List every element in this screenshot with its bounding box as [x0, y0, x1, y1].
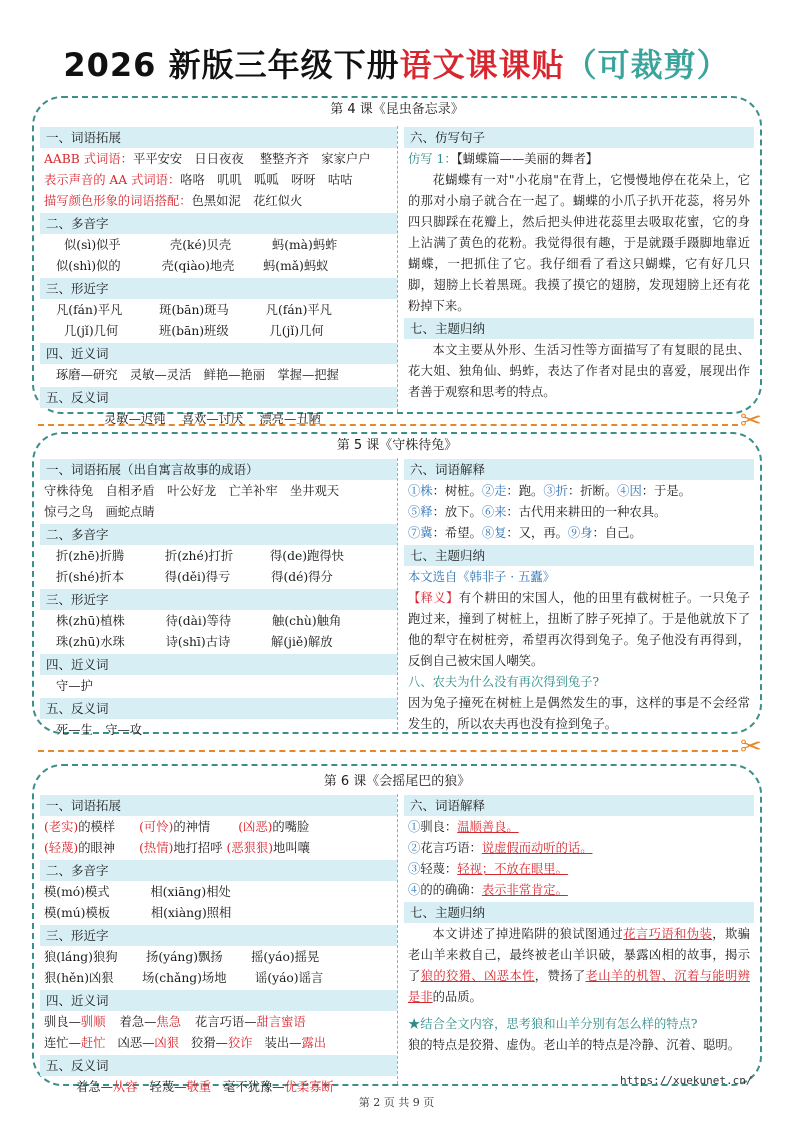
lesson-4-heading: 第 4 课《昆虫备忘录》: [330, 102, 464, 117]
synonym-row: 守—护: [56, 679, 93, 693]
answer-text: 狼的特点是狡猾、虚伪。老山羊的特点是冷静、沉着、聪明。: [408, 1038, 741, 1052]
section-heading: 七、主题归纳: [404, 902, 754, 923]
section-heading: 五、反义词: [40, 387, 397, 408]
aabb-words: AABB 式词语：平平安安 日日夜夜 整整齐齐 家家户户: [44, 152, 371, 166]
section-heading: 一、词语拓展: [40, 795, 397, 816]
similar-char-row: 狠(hěn)凶狠 场(chǎng)场地 谣(yáo)谣言: [44, 971, 324, 985]
similar-char-row: 狼(láng)狼狗 扬(yáng)飘扬 摇(yáo)摇晃: [44, 950, 320, 964]
section-heading: 六、仿写句子: [404, 127, 754, 148]
page-number: 第 2 页 共 9 页: [358, 1096, 435, 1109]
lesson-6-card: [32, 764, 762, 1094]
polyphone-row: 模(mú)模板 相(xiàng)照相: [44, 906, 232, 920]
idiom-row: 惊弓之鸟 画蛇点睛: [44, 505, 155, 519]
scissors-icon: ✂: [740, 732, 762, 762]
section-heading: 四、近义词: [40, 990, 397, 1011]
cut-line: [38, 750, 738, 752]
color-words: 描写颜色形象的词语搭配：色黑如泥 花红似火: [44, 194, 303, 208]
similar-char-row: 株(zhū)植株 待(dài)等待 触(chù)触角: [56, 614, 342, 628]
section-heading: 二、多音字: [40, 524, 397, 545]
antonym-row: 灵敏—迟钝 喜欢—讨厌 漂亮—丑陋: [104, 412, 321, 426]
polyphone-row: 折(shé)折本 得(děi)得亏 得(dé)得分: [56, 570, 333, 584]
lesson-6-right: [404, 794, 754, 1056]
theme-text: 本文主要从外形、生活习性等方面描写了有复眼的昆虫、花大姐、独角仙、蚂蚱，表达了作者对昆虫的喜爱，展现出作者善于观察和思考的特点。: [408, 343, 750, 399]
text-source: 本文选自《韩非子 · 五蠹》: [408, 570, 555, 584]
synonym-row: 连忙—赶忙 凶恶—凶狠 狡猾—狡诈 装出—露出: [44, 1036, 327, 1050]
similar-char-row: 珠(zhū)水珠 诗(shī)古诗 解(jiě)解放: [56, 635, 333, 649]
section-heading: 二、多音字: [40, 213, 397, 234]
explanation-row: ②花言巧语：说虚假而动听的话。: [408, 841, 593, 855]
polyphone-row: 折(zhē)折腾 折(zhé)打折 得(de)跑得快: [56, 549, 344, 563]
lesson-5-card: [32, 432, 762, 737]
section-heading: 一、词语拓展: [40, 127, 397, 148]
lesson-5-right: [404, 458, 754, 735]
antonym-row: 着急—从容 轻蔑—敬重 毫不犹豫—优柔寡断: [76, 1080, 334, 1094]
section-heading: 六、词语解释: [404, 459, 754, 480]
imitation-title: 仿写 1：【蝴蝶篇——美丽的舞者】: [408, 152, 599, 166]
imitation-text: 花蝴蝶有一对"小花扇"在背上，它慢慢地停在花朵上，它的那对小扇子就合在一起了。蝴蝶的小爪子扒开花蕊，将另外四只脚踩在花瓣上，然后把头伸进花蕊里去吸取花蜜，它的身上沾满了黄色的花粉。我觉得很有趣，于是就蹑手蹑脚地靠近蝴蝶，一把抓住了它。我仔细看了看这只蝴蝶，它有好几只脚，翅膀上长着黑斑。我摸了摸它的翅膀，发现翅膀上还有花粉掉下来。: [408, 173, 750, 313]
page-title: 2026 新版三年级下册语文课课贴（可裁剪）: [63, 46, 730, 84]
similar-char-row: 凡(fán)平凡 斑(bān)斑马 凡(fán)平凡: [56, 303, 332, 317]
lesson-6-left: [40, 794, 398, 1094]
section-heading: 三、形近字: [40, 589, 397, 610]
aa-words: 表示声音的 AA 式词语：咯咯 叽叽 呱呱 呀呀 咕咕: [44, 173, 353, 187]
lesson-6-heading: 第 6 课《会摇尾巴的狼》: [323, 774, 471, 789]
explanation-row: ①株：树桩。②走：跑。③折：折断。④因：于是。: [408, 484, 691, 498]
antonym-row: 死—生 守—攻: [56, 723, 143, 737]
theme-text: 本文讲述了掉进陷阱的狼试图通过花言巧语和伪装，欺骗老山羊来救自己，最终被老山羊识破，暴露凶相的故事，揭示了狼的狡猾、凶恶本性，赞扬了老山羊的机智、沉着与能明辨是非的品质。: [408, 927, 750, 1004]
polyphone-row: 模(mó)模式 相(xiāng)相处: [44, 885, 231, 899]
scissors-icon: ✂: [740, 406, 762, 436]
section-heading: 五、反义词: [40, 698, 397, 719]
explanation-row: ⑤释：放下。⑥来：古代用来耕田的一种农具。: [408, 505, 667, 519]
similar-char-row: 几(jǐ)几何 班(bān)班级 几(jǐ)几何: [64, 324, 324, 338]
lesson-4-left: [40, 126, 398, 426]
section-heading: 五、反义词: [40, 1055, 397, 1076]
section-heading: 七、主题归纳: [404, 318, 754, 339]
section-heading: 四、近义词: [40, 654, 397, 675]
question-heading: ★结合全文内容，思考狼和山羊分别有怎么样的特点?: [408, 1017, 698, 1031]
watermark-url: https://xuekunet.cn/: [620, 1074, 753, 1087]
lesson-4-card: [32, 96, 762, 426]
section-heading: 一、词语拓展（出自寓言故事的成语）: [40, 459, 397, 480]
synonym-row: 驯良—驯顺 着急—焦急 花言巧语—甜言蜜语: [44, 1015, 306, 1029]
phrase-row: (老实)的模样 (可怜)的神情 (凶恶)的嘴脸: [44, 820, 310, 834]
synonym-row: 琢磨—研究 灵敏—灵活 鲜艳—艳丽 掌握—把握: [56, 368, 339, 382]
polyphone-row: 似(sì)似乎 壳(ké)贝壳 蚂(mà)蚂蚱: [64, 238, 338, 252]
explanation-row: ①驯良：温顺善良。: [408, 820, 519, 834]
section-heading: 六、词语解释: [404, 795, 754, 816]
section-heading: 七、主题归纳: [404, 545, 754, 566]
lesson-4-right: [404, 126, 754, 403]
answer-text: 因为兔子撞死在树桩上是偶然发生的事，这样的事是不会经常发生的，所以农夫再也没有捡到兔子。: [408, 696, 750, 731]
cut-line: [38, 424, 738, 426]
phrase-row: (轻蔑)的眼神 (热情)地打招呼 (恶狠狠)地叫嚷: [44, 841, 310, 855]
idiom-row: 守株待兔 自相矛盾 叶公好龙 亡羊补牢 坐井观天: [44, 484, 340, 498]
lesson-5-heading: 第 5 课《守株待兔》: [336, 438, 458, 453]
section-heading: 三、形近字: [40, 278, 397, 299]
section-heading: 四、近义词: [40, 343, 397, 364]
section-heading: 三、形近字: [40, 925, 397, 946]
question-heading: 八、农夫为什么没有再次得到兔子?: [408, 675, 600, 689]
explanation-row: ④的的确确：表示非常肯定。: [408, 883, 568, 897]
section-heading: 二、多音字: [40, 860, 397, 881]
translation-text: 【释义】有个耕田的宋国人，他的田里有截树桩子。一只兔子跑过来，撞到了树桩上，扭断了脖子死掉了。于是他就放下了他的犁守在树桩旁，希望再次得到兔子。兔子他没有再得到，反倒自己被宋国人嘲笑。: [408, 591, 750, 668]
explanation-row: ③轻蔑：轻视；不放在眼里。: [408, 862, 568, 876]
explanation-row: ⑦冀：希望。⑧复：又，再。⑨身：自己。: [408, 526, 642, 540]
lesson-5-left: [40, 458, 398, 737]
polyphone-row: 似(shì)似的 壳(qiào)地壳 蚂(mǎ)蚂蚁: [56, 259, 329, 273]
